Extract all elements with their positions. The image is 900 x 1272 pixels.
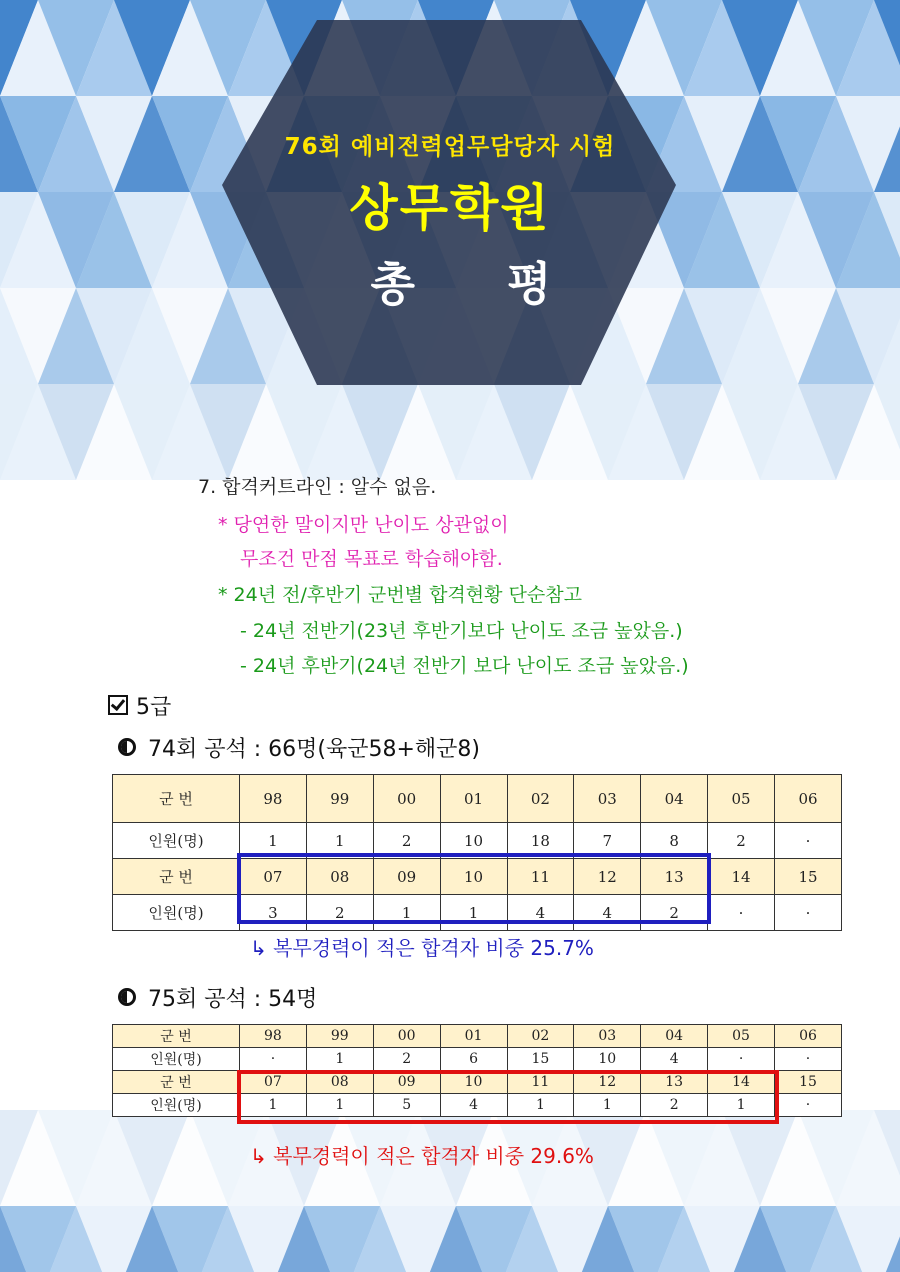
count-cell: 10 [574,1048,641,1071]
unit-cell: 02 [507,775,574,823]
table-row [113,895,842,931]
grade-label: 5급 [136,695,172,720]
count-cell: 15 [507,1048,574,1071]
count-cell: 4 [574,895,641,931]
exam75-note: ↳ 복무경력이 적은 합격자 비중 29.6% [250,1144,594,1168]
checkbox-icon [108,695,128,715]
note-dash-1: - 24년 전반기(23년 후반기보다 난이도 조금 높았음.) [240,620,683,642]
unit-cell: 00 [373,775,440,823]
count-cell: 1 [306,1094,373,1117]
unit-cell: 09 [373,859,440,895]
unit-cell: 04 [641,1025,708,1048]
count-cell: · [240,1048,307,1071]
row-label-count: 인원(명) [113,1094,240,1117]
unit-cell: 04 [641,775,708,823]
count-cell: 1 [507,1094,574,1117]
unit-cell: 15 [775,859,842,895]
half-circle-icon [118,988,136,1006]
exam75-heading-text: 75회 공석 : 54명 [148,987,318,1012]
count-cell: · [708,895,775,931]
unit-cell: 11 [507,859,574,895]
unit-cell: 98 [240,775,307,823]
unit-cell: 00 [373,1025,440,1048]
count-cell: 5 [373,1094,440,1117]
unit-cell: 02 [507,1025,574,1048]
count-cell: 1 [373,895,440,931]
review-title: 총 평 [370,257,590,311]
unit-cell: 13 [641,1071,708,1094]
unit-cell: 10 [440,859,507,895]
unit-cell: 07 [240,1071,307,1094]
table-row [113,775,842,823]
table-row [113,1094,842,1117]
count-cell: 10 [440,823,507,859]
count-cell: 8 [641,823,708,859]
unit-cell: 06 [775,1025,842,1048]
count-cell: 2 [373,823,440,859]
note-star-1-cont: 무조건 만점 목표로 학습해야함. [240,548,503,570]
exam74-heading-text: 74회 공석 : 66명(육군58+해군8) [148,737,480,762]
count-cell: 4 [440,1094,507,1117]
unit-cell: 09 [373,1071,440,1094]
count-cell: 4 [641,1048,708,1071]
count-cell: 2 [306,895,373,931]
count-cell: 2 [641,1094,708,1117]
count-cell: · [775,823,842,859]
count-cell: · [775,895,842,931]
unit-cell: 99 [306,775,373,823]
grade-heading [108,690,171,721]
count-cell: 1 [440,895,507,931]
unit-cell: 08 [306,1071,373,1094]
unit-cell: 03 [574,775,641,823]
count-cell: 1 [306,1048,373,1071]
unit-cell: 01 [440,1025,507,1048]
count-cell: · [775,1048,842,1071]
row-label-unit: 군 번 [113,859,240,895]
unit-cell: 15 [775,1071,842,1094]
note-dash-2: - 24년 후반기(24년 전반기 보다 난이도 조금 높았음.) [240,655,689,677]
count-cell: 1 [306,823,373,859]
count-cell: 18 [507,823,574,859]
table-row [113,1048,842,1071]
exam75-table [112,1024,842,1117]
unit-cell: 13 [641,859,708,895]
row-label-count: 인원(명) [113,895,240,931]
unit-cell: 14 [708,1071,775,1094]
count-cell: · [775,1094,842,1117]
unit-cell: 12 [574,1071,641,1094]
unit-cell: 99 [306,1025,373,1048]
exam74-heading [118,732,480,763]
row-label-unit: 군 번 [113,1071,240,1094]
count-cell: 1 [708,1094,775,1117]
table-row [113,823,842,859]
unit-cell: 01 [440,775,507,823]
academy-title: 상무학원 [349,179,551,237]
unit-cell: 05 [708,775,775,823]
table-row [113,1071,842,1094]
count-cell: · [708,1048,775,1071]
unit-cell: 12 [574,859,641,895]
table-row [113,859,842,895]
unit-cell: 11 [507,1071,574,1094]
exam74-table [112,774,842,931]
note-star-2: * 24년 전/후반기 군번별 합격현황 단순참고 [218,584,582,606]
row-label-unit: 군 번 [113,1025,240,1048]
unit-cell: 98 [240,1025,307,1048]
unit-cell: 08 [306,859,373,895]
count-cell: 1 [240,823,307,859]
count-cell: 2 [373,1048,440,1071]
row-label-count: 인원(명) [113,1048,240,1071]
unit-cell: 06 [775,775,842,823]
count-cell: 2 [641,895,708,931]
count-cell: 3 [240,895,307,931]
unit-cell: 07 [240,859,307,895]
row-label-count: 인원(명) [113,823,240,859]
exam74-note: ↳ 복무경력이 적은 합격자 비중 25.7% [250,936,594,960]
count-cell: 1 [574,1094,641,1117]
count-cell: 4 [507,895,574,931]
count-cell: 2 [708,823,775,859]
exam-subtitle: 76회 예비전력업무담당자 시험 [284,134,616,160]
exam75-heading [118,982,317,1013]
unit-cell: 10 [440,1071,507,1094]
row-label-unit: 군 번 [113,775,240,823]
note-star-1: * 당연한 말이지만 난이도 상관없이 [218,514,509,536]
pass-cutline-item: 7. 합격커트라인 : 알수 없음. [198,476,437,498]
count-cell: 6 [440,1048,507,1071]
count-cell: 1 [240,1094,307,1117]
unit-cell: 03 [574,1025,641,1048]
count-cell: 7 [574,823,641,859]
unit-cell: 05 [708,1025,775,1048]
table-row [113,1025,842,1048]
half-circle-icon [118,738,136,756]
unit-cell: 14 [708,859,775,895]
